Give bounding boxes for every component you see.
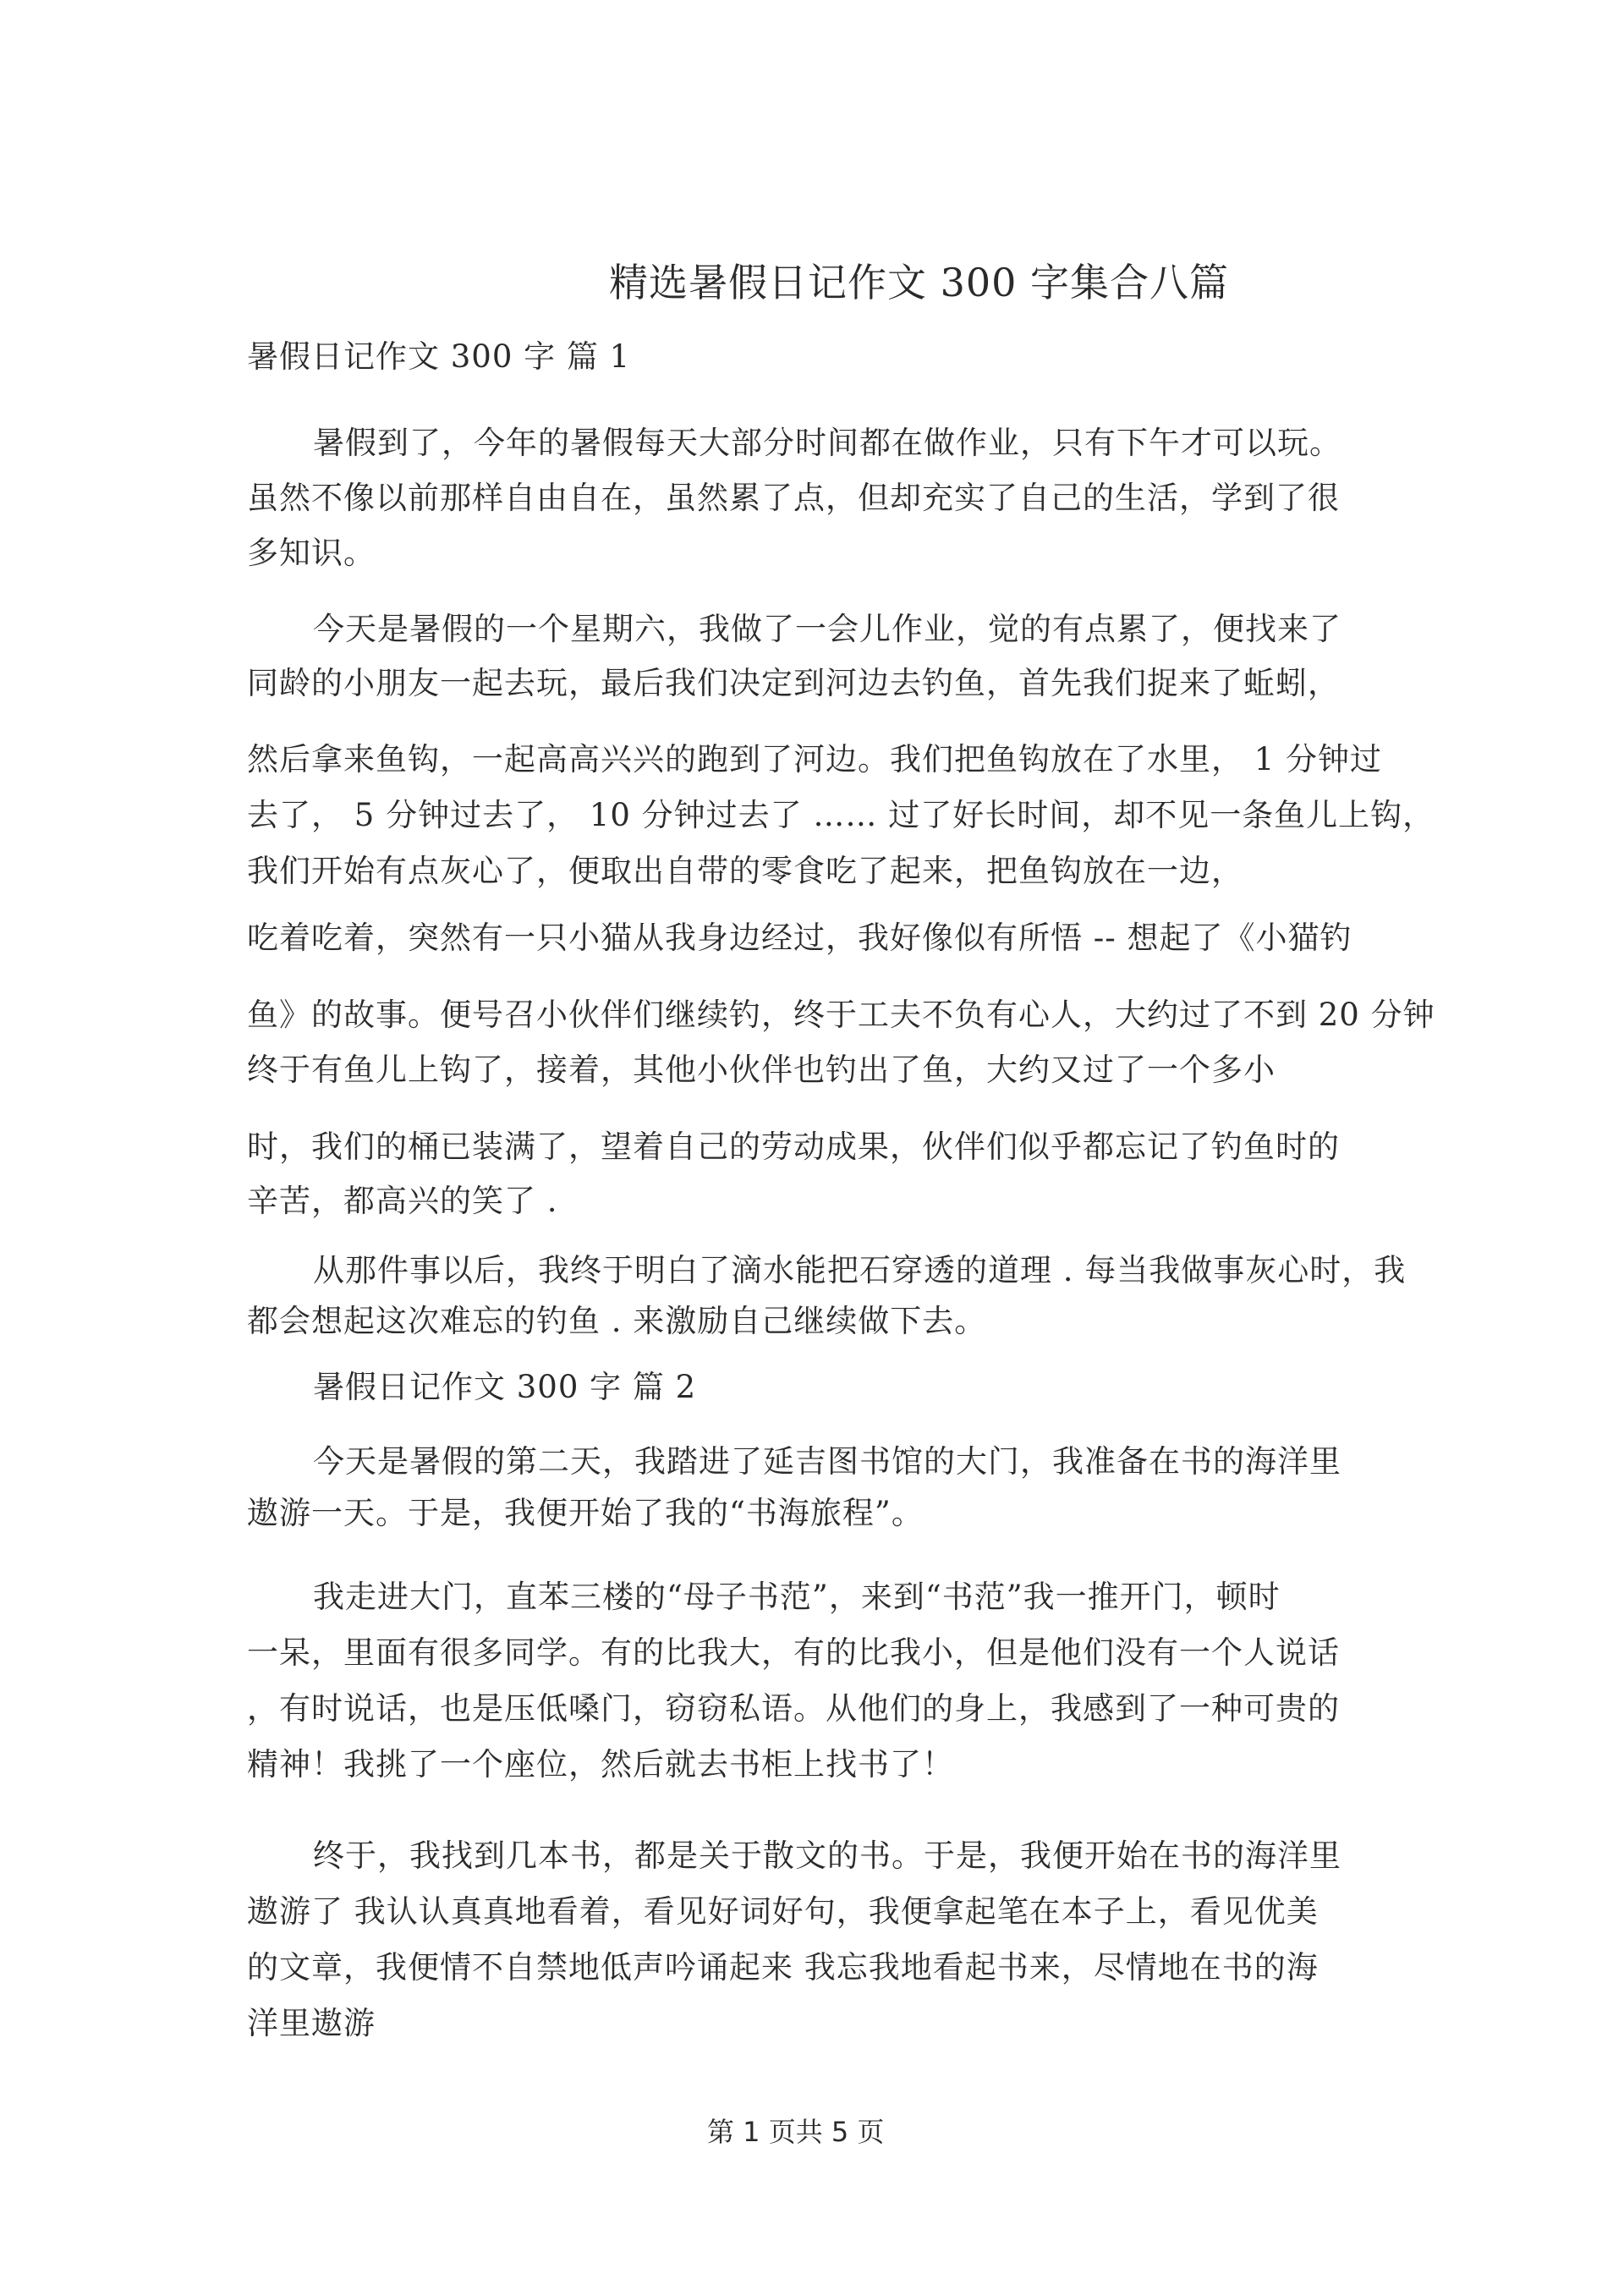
paragraph-line: 精神！我挑了一个座位，然后就去书柜上找书了！ bbox=[247, 1746, 954, 1782]
paragraph-line: 遨游了 我认认真真地看着，看见好词好句，我便拿起笔在本子上，看见优美 bbox=[247, 1893, 1319, 1930]
section-heading: 暑假日记作文 300 字 篇 1 bbox=[247, 338, 631, 375]
paragraph-line: 暑假到了，今年的暑假每天大部分时间都在做作业，只有下午才可以玩。 bbox=[313, 425, 1341, 461]
paragraph-line: 然后拿来鱼钩，一起高高兴兴的跑到了河边。我们把鱼钩放在了水里， 1 分钟过 bbox=[247, 741, 1383, 777]
page-footer: 第 1 页共 5 页 bbox=[707, 2116, 885, 2148]
paragraph-line: 同龄的小朋友一起去玩，最后我们决定到河边去钓鱼，首先我们捉来了蚯蚓， bbox=[247, 665, 1340, 701]
paragraph-line: 今天是暑假的第二天，我踏进了延吉图书馆的大门，我准备在书的海洋里 bbox=[313, 1443, 1341, 1480]
section-heading: 暑假日记作文 300 字 篇 2 bbox=[313, 1369, 697, 1405]
paragraph-line: 鱼》的故事。便号召小伙伴们继续钓，终于工夫不负有心人，大约过了不到 20 分钟 bbox=[247, 997, 1435, 1033]
paragraph-line: 我走进大门，直苯三楼的“母子书范”，来到“书范”我一推开门，顿时 bbox=[313, 1579, 1281, 1615]
paragraph-line: 今天是暑假的一个星期六，我做了一会儿作业，觉的有点累了，便找来了 bbox=[313, 611, 1341, 647]
paragraph-line: 洋里遨游 bbox=[247, 2005, 376, 2041]
paragraph-line: 我们开始有点灰心了，便取出自带的零食吃了起来，把鱼钩放在一边， bbox=[247, 853, 1243, 889]
paragraph-line: 辛苦，都高兴的笑了 . bbox=[247, 1183, 558, 1219]
paragraph-line: 都会想起这次难忘的钓鱼 . 来激励自己继续做下去。 bbox=[247, 1303, 987, 1339]
paragraph-line: 的文章，我便情不自禁地低声吟诵起来 我忘我地看起书来，尽情地在书的海 bbox=[247, 1949, 1319, 1986]
paragraph-line: 多知识。 bbox=[247, 535, 376, 571]
paragraph-line: 吃着吃着，突然有一只小猫从我身边经过，我好像似有所悟 -- 想起了《小猫钓 bbox=[247, 920, 1352, 956]
paragraph-line: 一呆，里面有很多同学。有的比我大，有的比我小，但是他们没有一个人说话 bbox=[247, 1634, 1340, 1671]
paragraph-line: 从那件事以后，我终于明白了滴水能把石穿透的道理 . 每当我做事灰心时，我 bbox=[313, 1252, 1407, 1288]
paragraph-line: 时，我们的桶已装满了，望着自己的劳动成果，伙伴们似乎都忘记了钓鱼时的 bbox=[247, 1129, 1340, 1165]
paragraph-line: 遨游一天。于是，我便开始了我的“书海旅程”。 bbox=[247, 1495, 924, 1531]
paragraph-line: 虽然不像以前那样自由自在，虽然累了点，但却充实了自己的生活，学到了很 bbox=[247, 480, 1340, 516]
paragraph-line: 终于有鱼儿上钩了，接着，其他小伙伴也钓出了鱼，大约又过了一个多小 bbox=[247, 1052, 1276, 1088]
paragraph-line: ，有时说话，也是压低嗓门，窃窃私语。从他们的身上，我感到了一种可贵的 bbox=[247, 1690, 1340, 1727]
paragraph-line: 终于，我找到几本书，都是关于散文的书。于是，我便开始在书的海洋里 bbox=[313, 1837, 1341, 1874]
document-title: 精选暑假日记作文 300 字集合八篇 bbox=[609, 260, 1230, 305]
paragraph-line: 去了， 5 分钟过去了， 10 分钟过去了 …… 过了好长时间，却不见一条鱼儿上钩， bbox=[247, 797, 1435, 833]
